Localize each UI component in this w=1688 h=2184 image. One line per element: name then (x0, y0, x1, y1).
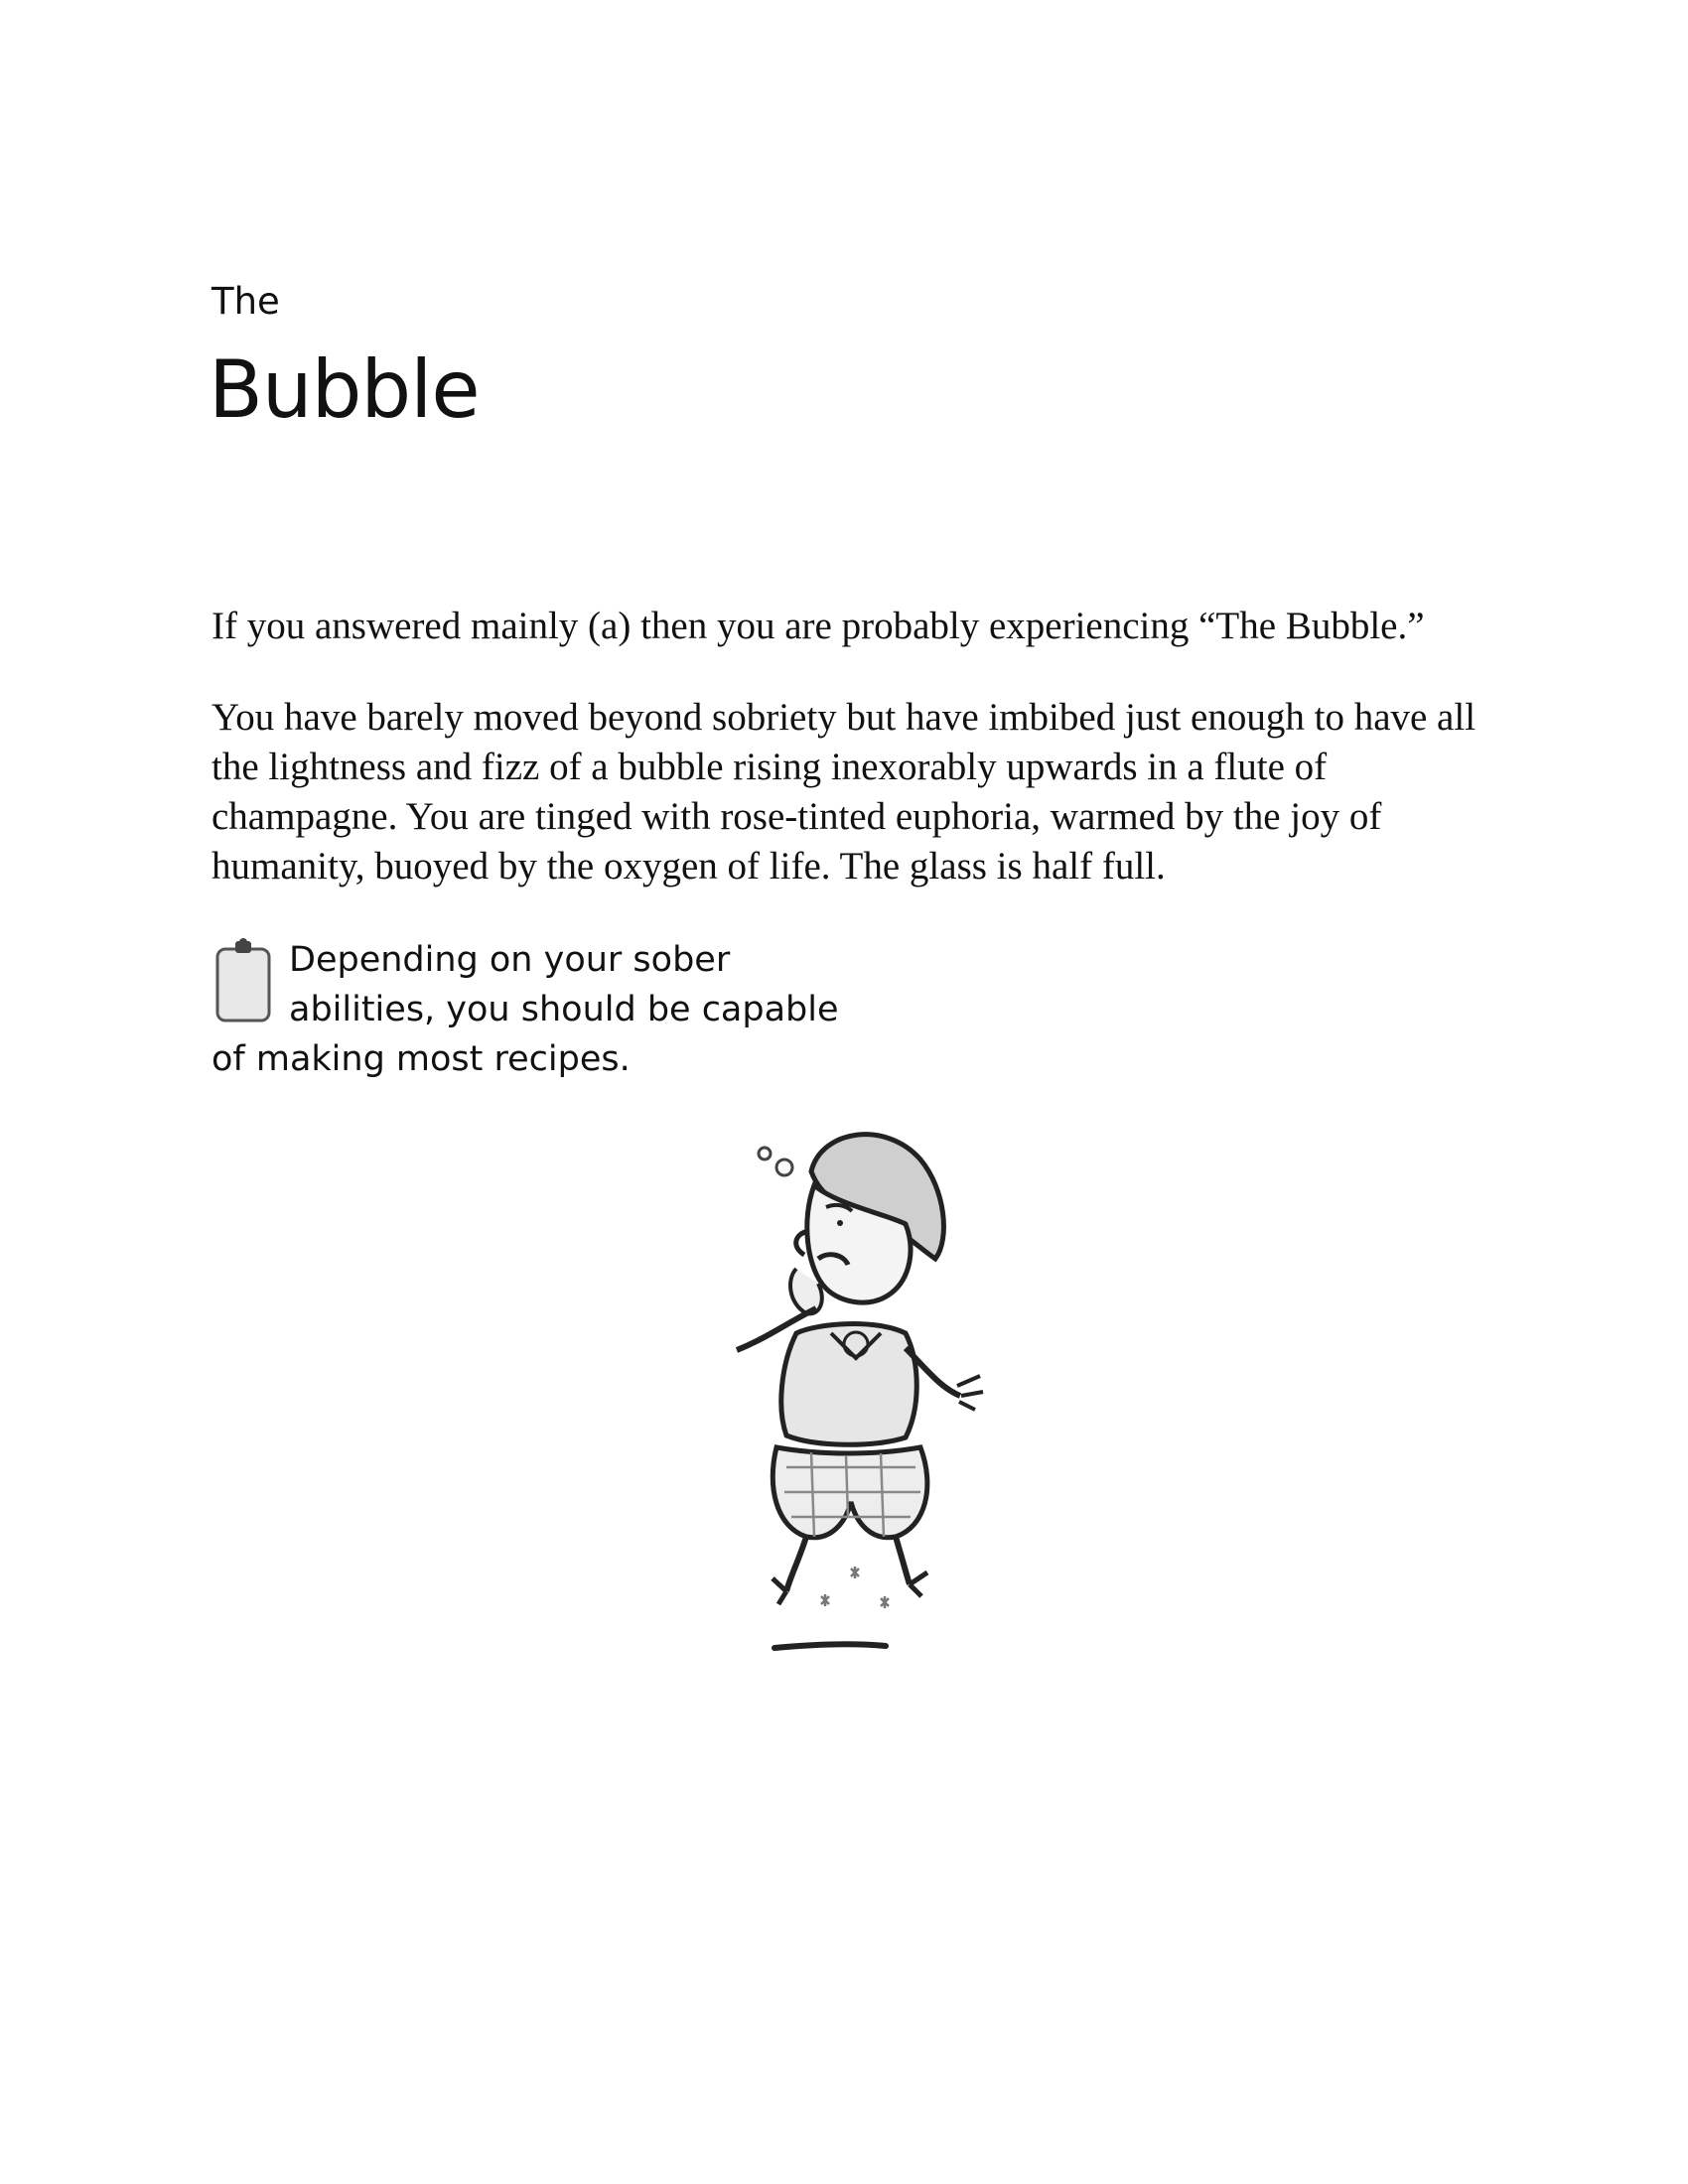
description-paragraph: You have barely moved beyond sobriety but have imbibed just enough to have all the lightness and fizz of a bubble rising inexorably upwards in a flute of champagne. You are tinged with rose-tinted euphoria, warmed by the joy of humanity, buoyed by the oxygen of life. The glass is half full. (211, 696, 1477, 887)
clipboard-icon (211, 935, 275, 1024)
recipe-note (211, 935, 847, 1084)
intro-paragraph: If you answered mainly (a) then you are probably experiencing “The Bubble.” (211, 605, 1425, 647)
tipsy-man-illustration (707, 1120, 985, 1664)
chapter-kicker: The (211, 280, 280, 323)
recipe-note-text: Depending on your sober abilities, you should be capable of making most recipes. (211, 940, 839, 1079)
chapter-title: Bubble (209, 343, 480, 436)
